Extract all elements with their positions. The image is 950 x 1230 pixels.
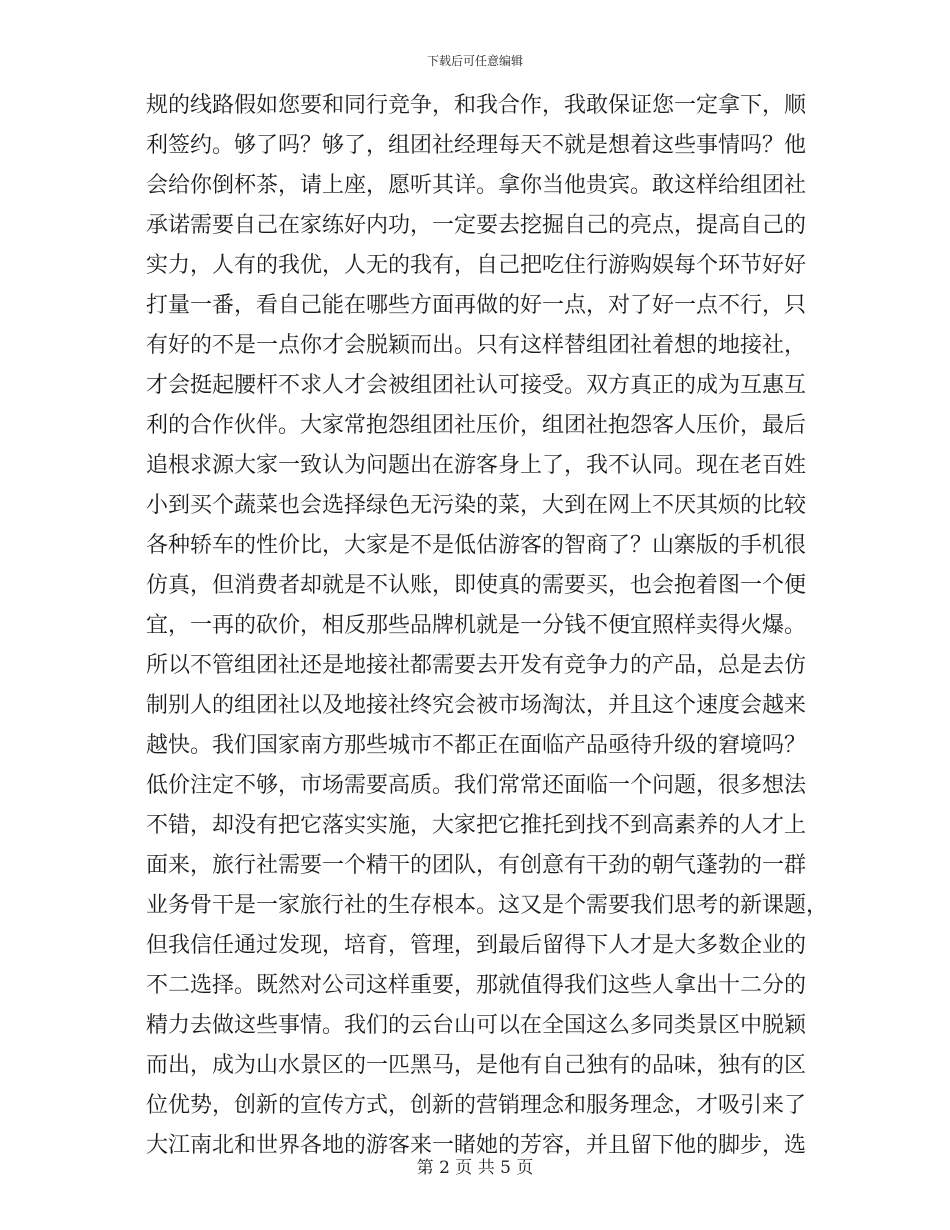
text-line: 实力，人有的我优，人无的我有，自己把吃住行游购娱每个环节好好	[146, 253, 807, 278]
text-line: 制别人的组团社以及地接社终究会被市场淘汰，并且这个速度会越来	[146, 693, 807, 718]
text-line: 仿真，但消费者却就是不认账，即使真的需要买，也会抱着图一个便	[146, 573, 807, 598]
text-line: 业务骨干是一家旅行社的生存根本。这又是个需要我们思考的新课题，	[146, 893, 829, 918]
text-line: 有好的不是一点你才会脱颖而出。只有这样替组团社着想的地接社，	[146, 333, 807, 358]
text-line: 才会挺起腰杆不求人才会被组团社认可接受。双方真正的成为互惠互	[146, 373, 807, 398]
text-line: 位优势，创新的宣传方式，创新的营销理念和服务理念，才吸引来了	[146, 1093, 807, 1118]
text-line: 会给你倒杯茶，请上座，愿听其详。拿你当他贵宾。敢这样给组团社	[146, 173, 807, 198]
text-line: 承诺需要自己在家练好内功，一定要去挖掘自己的亮点，提高自己的	[146, 213, 807, 238]
text-line: 追根求源大家一致认为问题出在游客身上了，我不认同。现在老百姓	[146, 453, 807, 478]
text-line: 小到买个蔬菜也会选择绿色无污染的菜，大到在网上不厌其烦的比较	[146, 493, 807, 518]
body-text	[146, 86, 829, 1166]
text-line: 越快。我们国家南方那些城市不都正在面临产品亟待升级的窘境吗？	[146, 733, 807, 758]
text-line: 利的合作伙伴。大家常抱怨组团社压价，组团社抱怨客人压价，最后	[146, 413, 807, 438]
text-line: 打量一番，看自己能在哪些方面再做的好一点，对了好一点不行，只	[146, 293, 807, 318]
text-line: 不错，却没有把它落实实施，大家把它推托到找不到高素养的人才上	[146, 813, 807, 838]
page-number-footer: 第 2 页 共 5 页	[416, 1158, 534, 1178]
text-line: 低价注定不够，市场需要高质。我们常常还面临一个问题，很多想法	[146, 773, 807, 798]
text-line: 所以不管组团社还是地接社都需要去开发有竞争力的产品，总是去仿	[146, 653, 807, 678]
text-line: 而出，成为山水景区的一匹黑马，是他有自己独有的品味，独有的区	[146, 1053, 807, 1078]
text-line: 大江南北和世界各地的游客来一睹她的芳容，并且留下他的脚步，选	[146, 1133, 807, 1158]
text-line: 面来，旅行社需要一个精干的团队，有创意有干劲的朝气蓬勃的一群	[146, 853, 807, 878]
text-line: 精力去做这些事情。我们的云台山可以在全国这么多同类景区中脱颖	[146, 1013, 807, 1038]
text-line: 但我信任通过发现，培育，管理，到最后留得下人才是大多数企业的	[146, 933, 807, 958]
text-line: 各种轿车的性价比，大家是不是低估游客的智商了？山寨版的手机很	[146, 533, 807, 558]
page-header: 下载后可任意编辑	[426, 54, 523, 68]
text-line: 不二选择。既然对公司这样重要，那就值得我们这些人拿出十二分的	[146, 973, 807, 998]
text-line: 利签约。够了吗？够了，组团社经理每天不就是想着这些事情吗？他	[146, 133, 807, 158]
text-line: 规的线路假如您要和同行竞争，和我合作，我敢保证您一定拿下，顺	[146, 93, 807, 118]
text-line: 宜，一再的砍价，相反那些品牌机就是一分钱不便宜照样卖得火爆。	[146, 613, 807, 638]
